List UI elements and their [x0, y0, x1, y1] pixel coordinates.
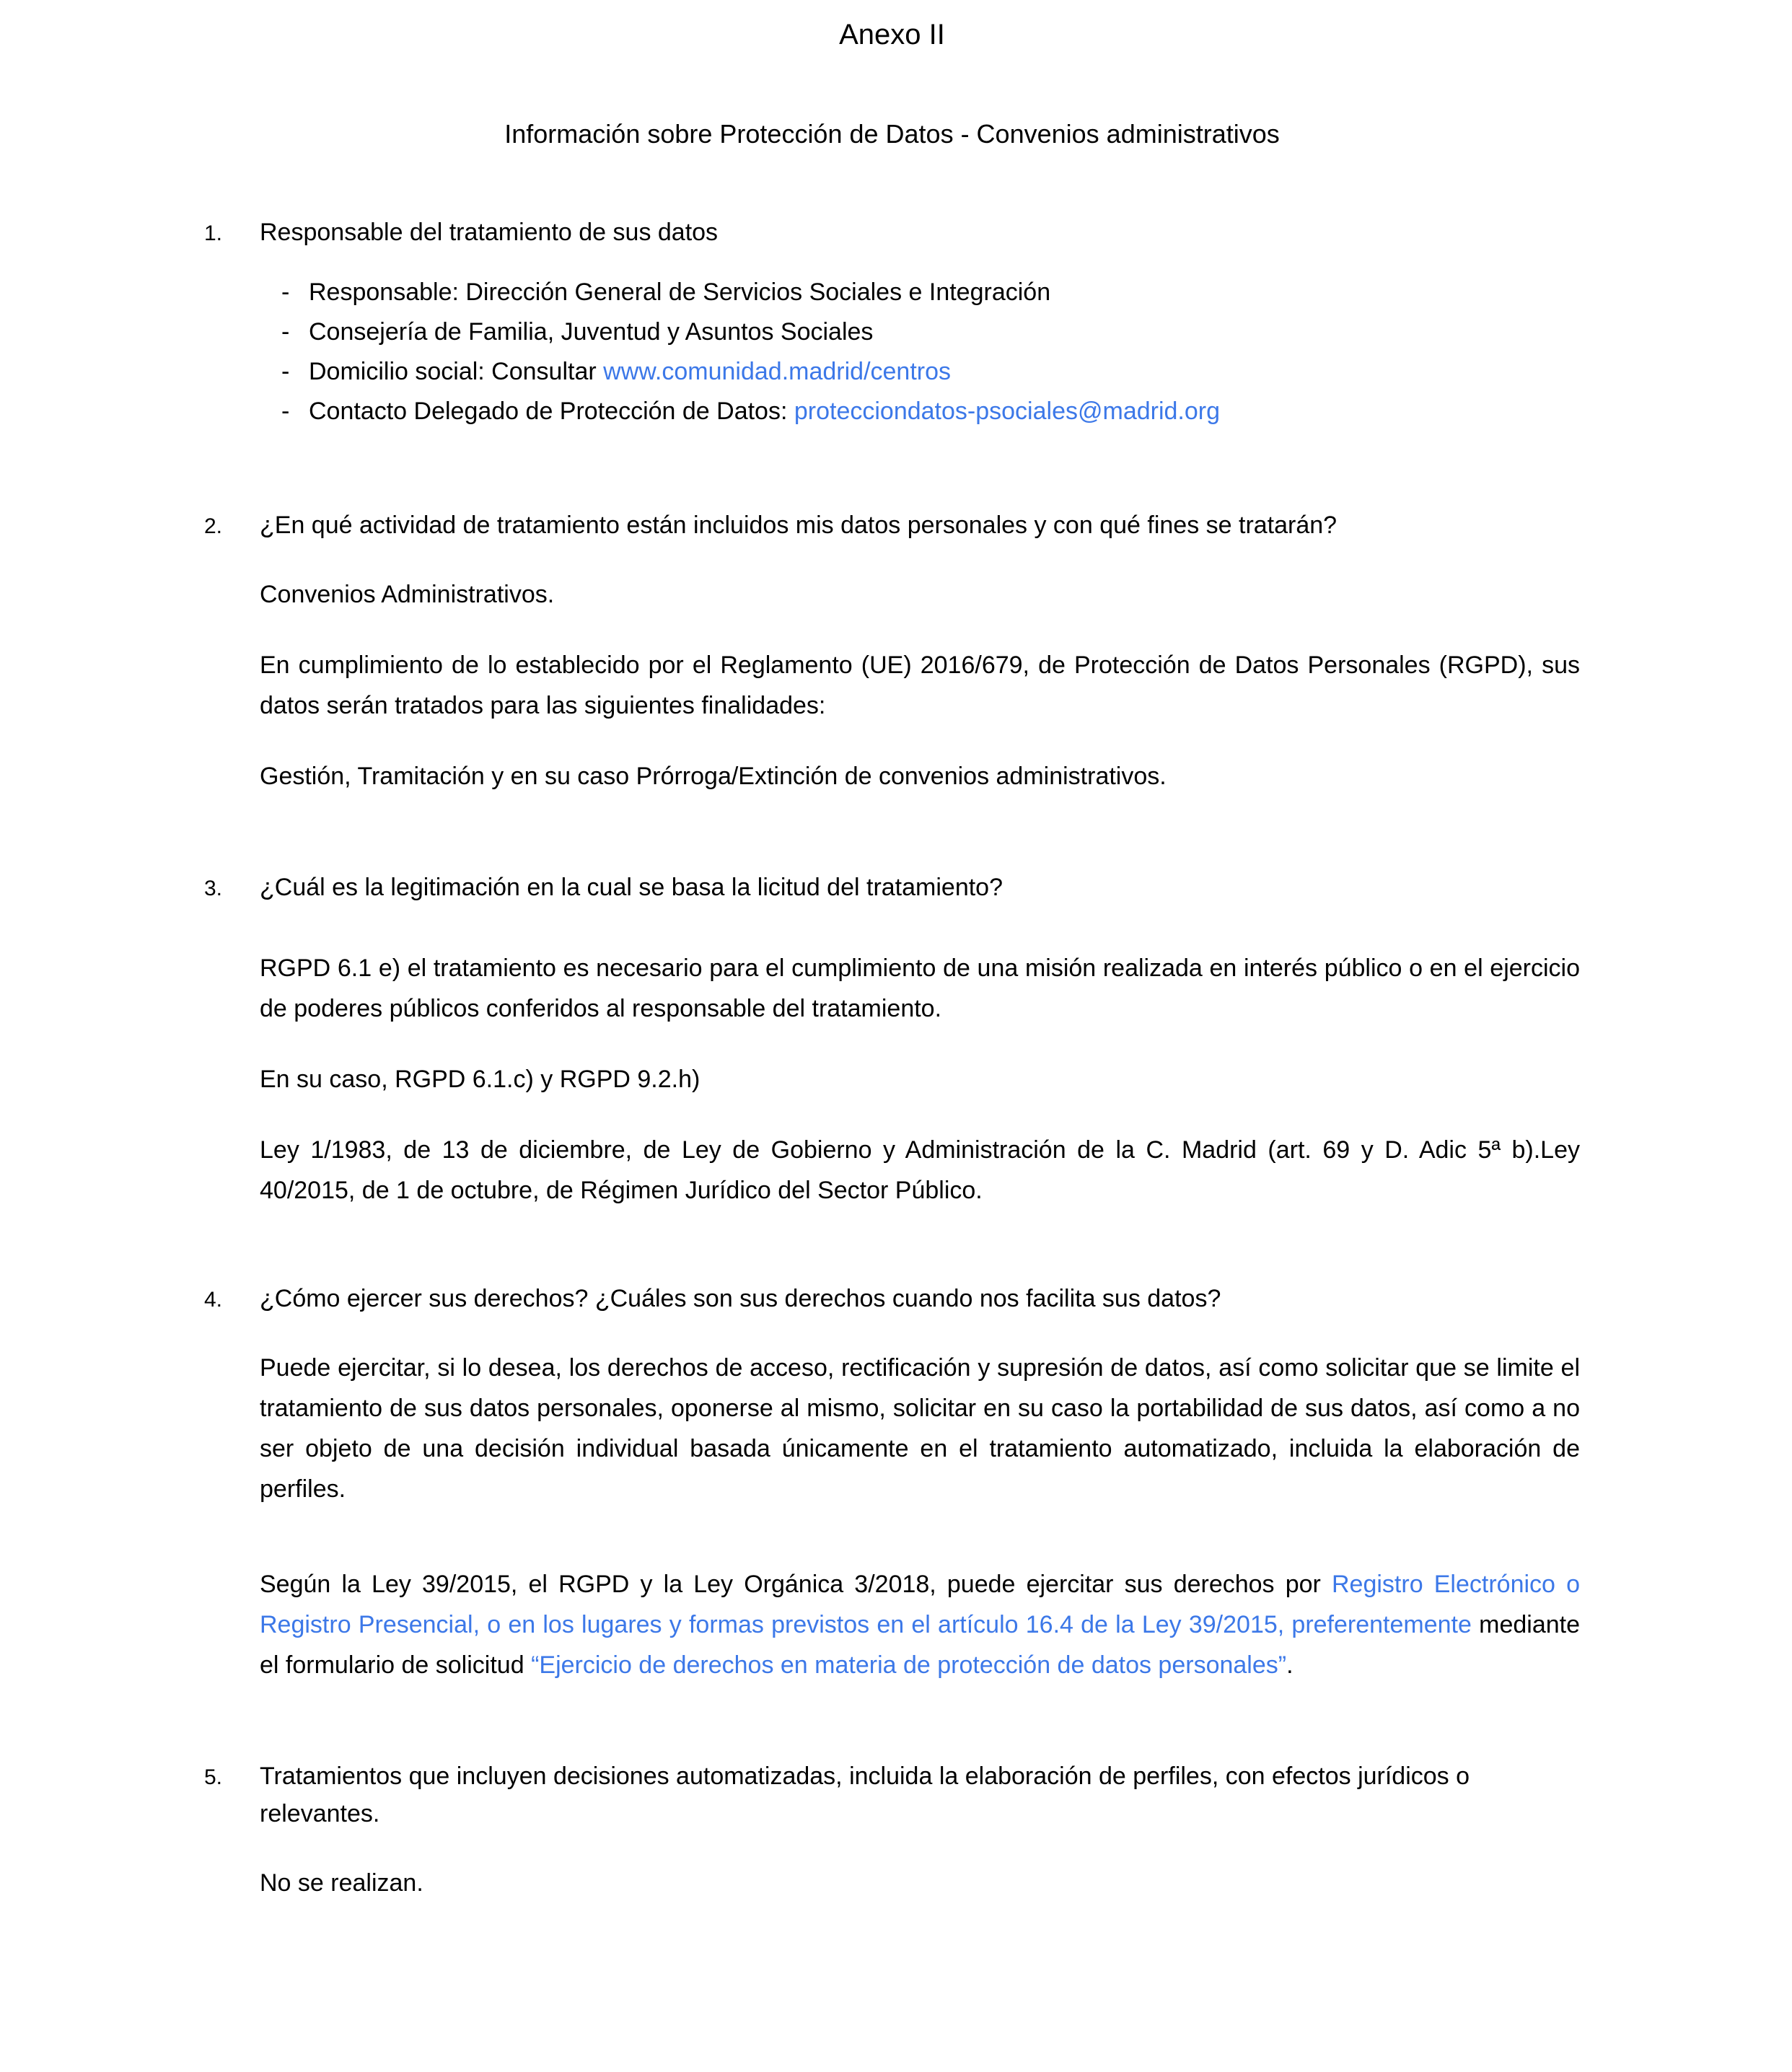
link-registro-electronico-presencial[interactable]: Registro Electrónico o Registro Presencial	[260, 1571, 1580, 1638]
page-title: Anexo II	[839, 19, 945, 51]
section-responsable	[204, 214, 1580, 431]
paragraph: En cumplimiento de lo establecido por el Reglamento (UE) 2016/679, de Protección de Datos Personales (RGPD), sus datos serán tratados para las siguientes finalidades:	[260, 651, 1580, 719]
paragraph-text: .	[1286, 1651, 1294, 1679]
link-comunidad-madrid-centros[interactable]: www.comunidad.madrid/centros	[603, 358, 952, 385]
list-item	[281, 273, 1580, 312]
section-legitimacion	[204, 869, 1580, 1211]
bullet-text-prefix: Domicilio social: Consultar	[309, 358, 604, 385]
paragraph: En su caso, RGPD 6.1.c) y RGPD 9.2.h)	[260, 1066, 700, 1093]
paragraph: Gestión, Tramitación y en su caso Prórroga/Extinción de convenios administrativos.	[260, 763, 1167, 790]
item-number: 3.	[204, 877, 223, 900]
bullet-text: Responsable: Dirección General de Servicios Sociales e Integración	[309, 278, 1051, 306]
item-number: 2.	[204, 514, 223, 538]
item-number: 1.	[204, 221, 223, 245]
paragraph: No se realizan.	[260, 1869, 423, 1897]
link-formulario-ejercicio-derechos[interactable]: “Ejercicio de derechos en materia de protección de datos personales”	[531, 1651, 1287, 1679]
link-protecciondatos-email[interactable]: protecciondatos-psociales@madrid.org	[794, 398, 1221, 425]
item-heading: Tratamientos que incluyen decisiones automatizadas, incluida la elaboración de perfiles, con efectos jurídicos o relevantes.	[260, 1762, 1470, 1827]
bullet-list	[260, 273, 1580, 431]
section-ejercer-derechos	[204, 1280, 1580, 1685]
paragraph: Convenios Administrativos.	[260, 581, 555, 608]
bullet-text: Consejería de Familia, Juventud y Asuntos Sociales	[309, 318, 874, 346]
paragraph: Puede ejercitar, si lo desea, los derechos de acceso, rectificación y supresión de datos, así como solicitar que se limite el tratamiento de sus datos personales, oponerse al mismo, solicitar en su caso la portabilidad de sus datos, así como a no ser objeto de una decisión individual basada únicamente en el tratamiento automatizado, incluida la elaboración de perfiles.	[260, 1354, 1580, 1503]
list-item	[281, 392, 1580, 431]
bullet-dash: -	[281, 358, 290, 385]
list-item	[281, 352, 1580, 392]
item-number: 4.	[204, 1288, 223, 1312]
paragraph-text-blue: , o en los lugares y formas previstos en el artículo 16.4 de la Ley 39/2015, preferentemente	[473, 1611, 1480, 1638]
page-subtitle: Información sobre Protección de Datos - Convenios administrativos	[504, 119, 1280, 149]
item-heading: ¿Cómo ejercer sus derechos? ¿Cuáles son sus derechos cuando nos facilita sus datos?	[260, 1285, 1221, 1312]
section-actividad-tratamiento	[204, 506, 1580, 796]
bullet-dash: -	[281, 398, 290, 425]
paragraph: RGPD 6.1 e) el tratamiento es necesario para el cumplimiento de una misión realizada en interés público o en el ejercicio de poderes públicos conferidos al responsable del tratamiento.	[260, 954, 1580, 1022]
paragraph-rich	[260, 1564, 1580, 1685]
item-number: 5.	[204, 1765, 223, 1789]
bullet-dash: -	[281, 278, 290, 306]
section-decisiones-automatizadas	[204, 1757, 1580, 1903]
bullet-text	[309, 392, 1220, 431]
paragraph-text: mediante el formulario de solicitud	[260, 1611, 1580, 1679]
bullet-text-prefix: Contacto Delegado de Protección de Datos:	[309, 398, 794, 425]
bullet-text	[309, 352, 951, 392]
list-item	[281, 312, 1580, 352]
item-heading: ¿En qué actividad de tratamiento están incluidos mis datos personales y con qué fines se tratarán?	[260, 512, 1338, 539]
paragraph-text: Según la Ley 39/2015, el RGPD y la Ley Orgánica 3/2018, puede ejercitar sus derechos por	[260, 1571, 1332, 1598]
paragraph: Ley 1/1983, de 13 de diciembre, de Ley de Gobierno y Administración de la C. Madrid (art. 69 y D. Adic 5ª b).Ley 40/2015, de 1 de octubre, de Régimen Jurídico del Sector Público.	[260, 1136, 1580, 1204]
item-heading: ¿Cuál es la legitimación en la cual se basa la licitud del tratamiento?	[260, 874, 1003, 901]
bullet-dash: -	[281, 318, 290, 346]
item-heading: Responsable del tratamiento de sus datos	[260, 219, 719, 246]
